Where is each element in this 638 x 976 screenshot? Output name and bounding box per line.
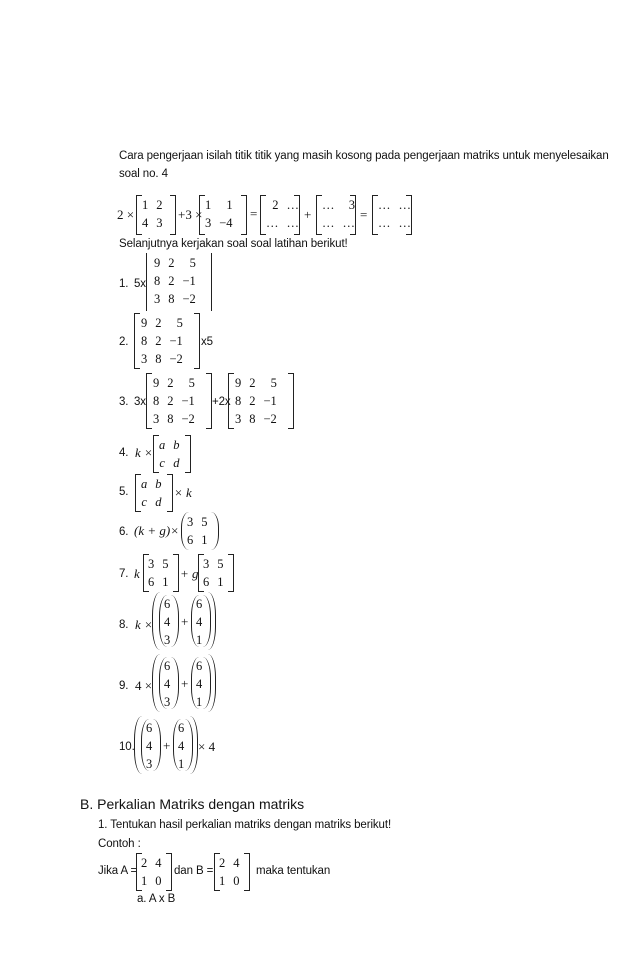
problem-7-matrix-2: 3 5 6 1: [198, 554, 234, 592]
problem-9-prefix: 4 ×: [135, 678, 153, 693]
problem-7-k: k: [134, 566, 140, 581]
problem-3-mid: +2x: [212, 396, 231, 408]
problem-10-outer-paren: [134, 716, 198, 774]
problem-2-matrix: 9 2 5 8 2 −1 3 8 −2: [134, 313, 200, 369]
section-b-question-1: 1. Tentukan hasil perkalian matriks dengan matriks berikut!: [98, 819, 392, 831]
problem-9-plus: +: [181, 676, 189, 691]
matrix-m2: 1 1 3 −4: [199, 195, 247, 235]
problem-3-matrix-2: 9 2 5 8 2 −1 3 8 −2: [228, 373, 294, 429]
problem-9-vector-2: 6 4 1: [191, 657, 211, 709]
problem-10-vector-1: 6 4 3: [141, 719, 161, 771]
problem-3-prefix: 3x: [134, 396, 146, 408]
problem-8-prefix: k ×: [135, 617, 153, 632]
plus-3: +3 ×: [178, 207, 203, 222]
problem-1-number: 1.: [119, 278, 129, 290]
maka-tentukan: maka tentukan: [256, 865, 331, 877]
problem-5-number: 5.: [119, 486, 129, 498]
problem-9-outer-paren: [152, 654, 216, 712]
problem-8-vector-1: 6 4 3: [159, 595, 179, 647]
problem-3-number: 3.: [119, 396, 129, 408]
matrix-m3: 2 … … …: [260, 195, 300, 235]
problem-8-outer-paren: [152, 592, 216, 650]
sub-question-a: a. A x B: [137, 893, 176, 905]
intro-line-2: soal no. 4: [119, 168, 168, 180]
section-b-contoh: Contoh :: [98, 838, 141, 850]
problem-9-vector-1: 6 4 3: [159, 657, 179, 709]
problem-10-number: 10.: [119, 741, 135, 753]
problem-8-plus: +: [181, 614, 189, 629]
problem-8-vector-2: 6 4 1: [191, 595, 211, 647]
problem-5-suffix: × k: [174, 485, 192, 500]
section-b-matrix-b: 2 4 1 0: [214, 853, 250, 891]
equals-2: =: [360, 207, 368, 222]
problem-2-suffix: x5: [201, 336, 213, 348]
equals-1: =: [250, 206, 258, 221]
problem-1-prefix: 5x: [134, 278, 146, 290]
problem-4-matrix: a b c d: [153, 435, 191, 473]
problem-6-matrix: 3 5 6 1: [181, 512, 219, 550]
problem-4-prefix: k ×: [135, 445, 153, 460]
problem-5-matrix: a b c d: [135, 474, 173, 512]
problem-8-number: 8.: [119, 619, 129, 631]
problem-6-number: 6.: [119, 526, 129, 538]
problem-7-plus: + g: [180, 566, 199, 581]
problem-2-number: 2.: [119, 336, 129, 348]
problem-10-vector-2: 6 4 1: [173, 719, 193, 771]
section-b-heading: B. Perkalian Matriks dengan matriks: [80, 796, 305, 812]
problem-3-matrix-1: 9 2 5 8 2 −1 3 8 −2: [146, 373, 212, 429]
problem-7-number: 7.: [119, 568, 129, 580]
problem-1-matrix: 9 2 5 8 2 −1 3 8 −2: [146, 253, 212, 311]
matrix-m5: … … … …: [372, 195, 412, 235]
dan-b-label: dan B =: [174, 865, 214, 877]
problem-9-number: 9.: [119, 680, 129, 692]
scalar-2: 2 ×: [117, 207, 135, 222]
matrix-m1: 1 2 4 3: [136, 195, 176, 235]
jika-a-label: Jika A =: [98, 865, 138, 877]
matrix-m4: … 3 … …: [316, 195, 356, 235]
problem-7-matrix-1: 3 5 6 1: [143, 554, 179, 592]
section-b-matrix-a: 2 4 1 0: [136, 853, 172, 891]
problem-10-plus: +: [163, 738, 171, 753]
problem-6-prefix: (k + g)×: [134, 523, 179, 538]
intro-line-1: Cara pengerjaan isilah titik titik yang masih kosong pada pengerjaan matriks untuk menyelesaikan: [119, 150, 609, 162]
next-instruction: Selanjutnya kerjakan soal soal latihan berikut!: [119, 238, 348, 250]
problem-4-number: 4.: [119, 447, 129, 459]
plus-2: +: [304, 207, 312, 222]
problem-10-suffix: × 4: [198, 739, 216, 754]
